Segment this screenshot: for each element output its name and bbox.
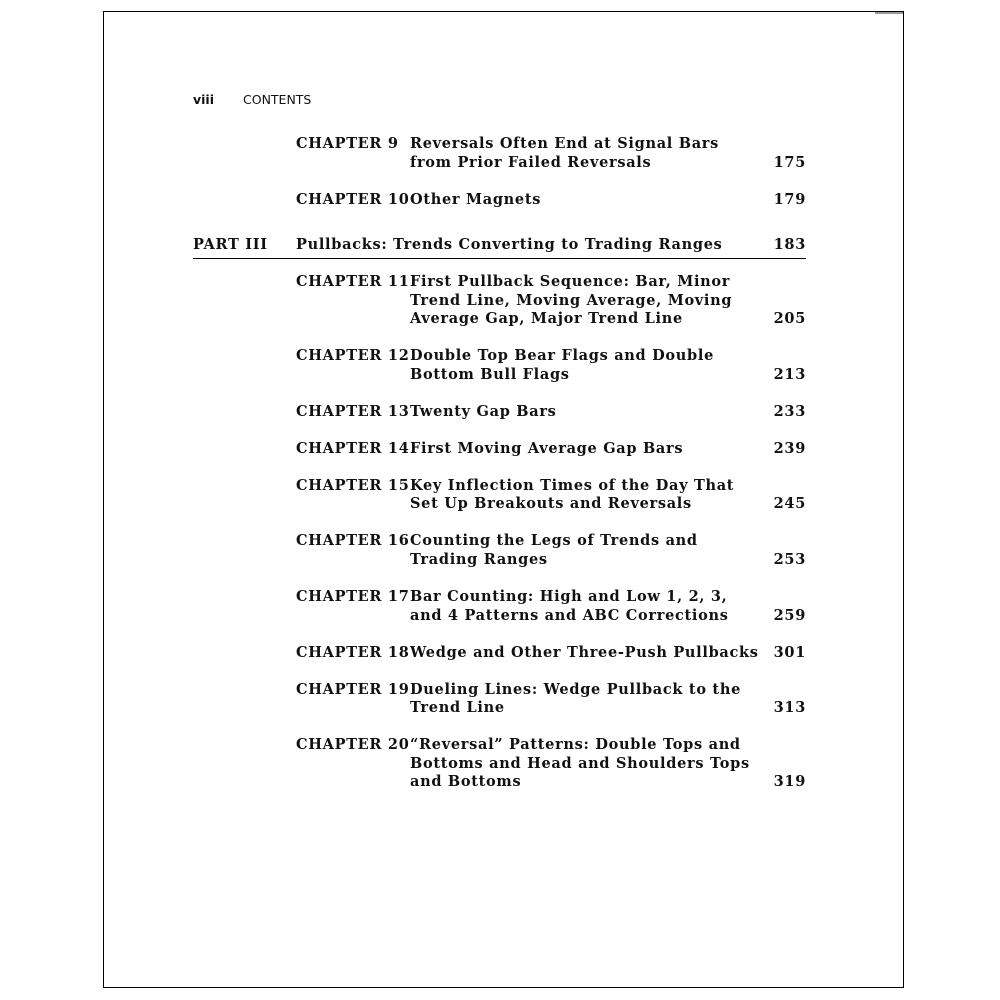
part-page-number: 183 xyxy=(773,236,806,253)
chapter-title-line: Reversals Often End at Signal Bars xyxy=(410,135,720,152)
chapter-label: CHAPTER 14 xyxy=(296,439,410,457)
toc-chapter-entry[interactable] xyxy=(296,477,806,514)
running-head-section: CONTENTS xyxy=(243,92,312,107)
chapter-title-line: Double Top Bear Flags and Double xyxy=(410,347,714,365)
toc-chapter-entry[interactable] xyxy=(296,191,806,210)
chapter-page-number: 175 xyxy=(773,153,806,171)
chapter-page-number: 213 xyxy=(773,365,806,383)
chapter-page-number: 233 xyxy=(773,402,806,420)
chapter-title-line: from Prior Failed Reversals xyxy=(410,153,652,171)
chapter-label: CHAPTER 10 xyxy=(296,190,410,208)
chapter-title-line: First Moving Average Gap Bars xyxy=(410,439,684,457)
chapter-title-line: and Bottoms xyxy=(410,773,522,791)
chapter-title xyxy=(410,588,729,625)
chapter-title-line: Bottom Bull Flags xyxy=(410,365,570,383)
chapter-title xyxy=(410,477,734,514)
chapter-title-line: Twenty Gap Bars xyxy=(410,402,557,420)
toc-chapter-entry[interactable] xyxy=(296,135,806,172)
chapter-title xyxy=(410,440,683,459)
chapter-title-line: Counting the Legs of Trends and xyxy=(410,532,698,550)
toc-chapter-entry[interactable] xyxy=(296,644,806,663)
chapter-title-line: Set Up Breakouts and Reversals xyxy=(410,495,692,513)
chapter-title xyxy=(410,135,719,172)
chapter-title-line: and 4 Patterns and ABC Corrections xyxy=(410,606,729,624)
chapter-title xyxy=(410,403,557,422)
chapter-title-line: Trend Line, Moving Average, Moving xyxy=(410,291,733,309)
toc-chapter-entry[interactable] xyxy=(296,403,806,422)
running-head xyxy=(193,92,311,107)
toc-chapter-entry[interactable] xyxy=(296,532,806,569)
chapter-label: CHAPTER 19 xyxy=(296,680,410,698)
chapter-title xyxy=(410,273,732,329)
chapter-page-number: 301 xyxy=(773,643,806,661)
page-folio: viii xyxy=(193,92,215,107)
chapter-label: CHAPTER 9 xyxy=(296,135,399,152)
chapter-page-number: 179 xyxy=(773,190,806,208)
chapter-page-number: 239 xyxy=(773,439,806,457)
chapter-label: CHAPTER 18 xyxy=(296,643,410,661)
chapter-title-line: Bottoms and Head and Shoulders Tops xyxy=(410,754,750,772)
chapter-title xyxy=(410,532,698,569)
chapter-page-number: 253 xyxy=(773,550,806,568)
chapter-title-line: First Pullback Sequence: Bar, Minor xyxy=(410,273,731,290)
chapter-title xyxy=(410,347,714,384)
chapter-title-line: Wedge and Other Three-Push Pullbacks xyxy=(410,643,759,661)
chapter-title-line: Trend Line xyxy=(410,699,505,717)
chapter-page-number: 259 xyxy=(773,606,806,624)
part-label: PART III xyxy=(193,236,268,253)
chapter-page-number: 245 xyxy=(773,495,806,513)
chapter-title xyxy=(410,681,741,718)
chapter-label: CHAPTER 20 xyxy=(296,736,410,754)
chapter-label: CHAPTER 11 xyxy=(296,273,410,290)
chapter-title-line: Trading Ranges xyxy=(410,550,548,568)
chapter-title-line: Other Magnets xyxy=(410,190,542,208)
chapter-label: CHAPTER 16 xyxy=(296,532,410,550)
chapter-title xyxy=(410,644,759,663)
chapter-label: CHAPTER 13 xyxy=(296,402,410,420)
chapter-title xyxy=(410,191,541,210)
chapter-label: CHAPTER 15 xyxy=(296,476,410,494)
part-title: Pullbacks: Trends Converting to Trading Ranges xyxy=(296,236,723,253)
toc-chapter-entry[interactable] xyxy=(296,273,806,329)
chapter-label: CHAPTER 12 xyxy=(296,347,410,365)
chapter-page-number: 313 xyxy=(773,699,806,717)
toc-part-entry[interactable] xyxy=(193,236,806,259)
chapter-title-line: Key Inflection Times of the Day That xyxy=(410,476,735,494)
toc-chapter-entry[interactable] xyxy=(296,681,806,718)
chapter-title-line: Bar Counting: High and Low 1, 2, 3, xyxy=(410,588,728,605)
toc-chapter-entry[interactable] xyxy=(296,440,806,459)
page-corner-mark xyxy=(875,12,903,14)
toc-chapter-entry[interactable] xyxy=(296,588,806,625)
chapter-title-line: Dueling Lines: Wedge Pullback to the xyxy=(410,680,742,698)
chapter-label: CHAPTER 17 xyxy=(296,588,410,605)
chapter-title xyxy=(410,736,750,792)
toc-chapter-entry[interactable] xyxy=(296,347,806,384)
toc-chapter-entry[interactable] xyxy=(296,736,806,792)
chapter-title-line: Average Gap, Major Trend Line xyxy=(410,310,683,328)
chapter-title-line: “Reversal” Patterns: Double Tops and xyxy=(410,736,741,754)
chapter-page-number: 205 xyxy=(773,310,806,328)
chapter-page-number: 319 xyxy=(773,773,806,791)
